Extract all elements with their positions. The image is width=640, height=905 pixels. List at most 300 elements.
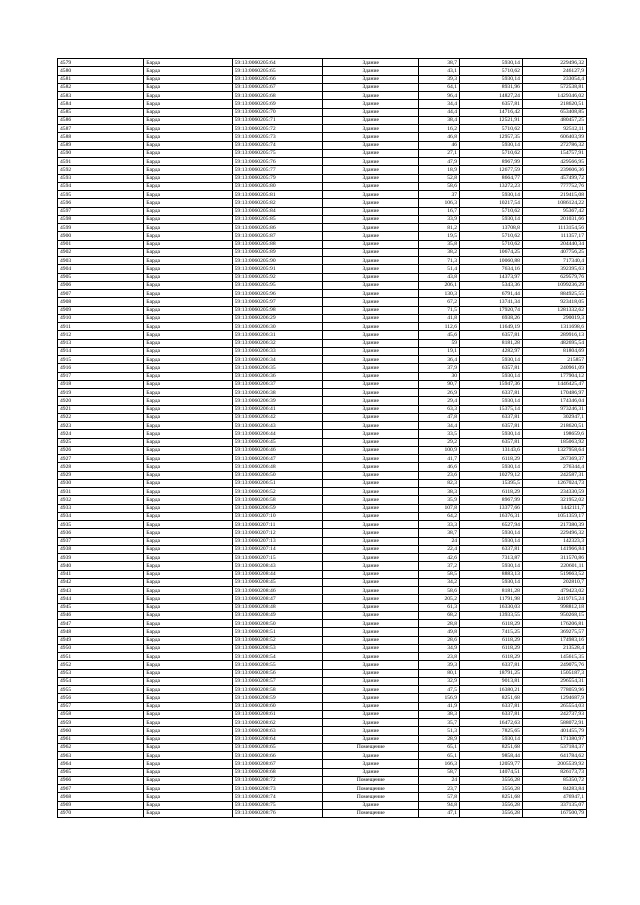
settlement-cell: Барда [144, 512, 232, 520]
rate-cell: 7415,25 [460, 628, 523, 636]
cadastral-value-cell: 290019,3 [522, 314, 586, 322]
cadastral-number-cell: 59:13:0060206:51 [232, 479, 322, 487]
rate-cell: 13143,6 [460, 446, 523, 454]
cadastral-value-cell: 392395,63 [522, 265, 586, 273]
cadastral-value-cell: 2005539,92 [522, 760, 586, 768]
area-cell: 51,4 [419, 265, 460, 273]
cadastral-number-cell: 59:13:0060205:70 [232, 108, 322, 116]
cadastral-number-cell: 59:13:0060205:91 [232, 265, 322, 273]
rate-cell: 8181,28 [460, 339, 523, 347]
cadastral-number-cell: 59:13:0060208:56 [232, 669, 322, 677]
row-number-cell: 4969 [58, 801, 144, 809]
settlement-cell: Барда [144, 620, 232, 628]
cadastral-number-cell: 59:13:0060205:69 [232, 100, 322, 108]
object-type-cell: Здание [322, 727, 418, 735]
row-number-cell: 4580 [58, 67, 144, 75]
row-number-cell: 4912 [58, 331, 144, 339]
area-cell: 16,7 [419, 207, 460, 215]
table-row [58, 116, 587, 124]
area-cell: 23,7 [419, 785, 460, 793]
area-cell: 16,2 [419, 125, 460, 133]
cadastral-number-cell: 59:13:0060205:73 [232, 133, 322, 141]
object-type-cell: Здание [322, 356, 418, 364]
rate-cell: 5710,62 [460, 207, 523, 215]
settlement-cell: Барда [144, 413, 232, 421]
settlement-cell: Барда [144, 595, 232, 603]
cadastral-value-cell: 174346,04 [522, 397, 586, 405]
settlement-cell: Барда [144, 735, 232, 743]
object-type-cell: Здание [322, 158, 418, 166]
cadastral-value-cell: 1442111,7 [522, 504, 586, 512]
area-cell: 206,1 [419, 281, 460, 289]
table-row [58, 496, 587, 504]
cadastral-number-cell: 59:13:0060208:72 [232, 776, 322, 784]
object-type-cell: Здание [322, 92, 418, 100]
object-type-cell: Здание [322, 570, 418, 578]
cadastral-value-cell: 884925,55 [522, 290, 586, 298]
rate-cell: 16376,31 [460, 512, 523, 520]
cadastral-value-cell: 84283,84 [522, 785, 586, 793]
row-number-cell: 4593 [58, 174, 144, 182]
cadastral-number-cell: 59:13:0060208:59 [232, 694, 322, 702]
row-number-cell: 4599 [58, 224, 144, 232]
settlement-cell: Барда [144, 67, 232, 75]
cadastral-value-cell: 588072,91 [522, 719, 586, 727]
cadastral-number-cell: 59:13:0060207:11 [232, 521, 322, 529]
object-type-cell: Здание [322, 760, 418, 768]
row-number-cell: 4911 [58, 323, 144, 331]
cadastral-number-cell: 59:13:0060207:15 [232, 554, 322, 562]
row-number-cell: 4909 [58, 306, 144, 314]
cadastral-number-cell: 59:13:0060206:50 [232, 471, 322, 479]
area-cell: 38,7 [419, 59, 460, 67]
object-type-cell: Помещение [322, 785, 418, 793]
object-type-cell: Здание [322, 422, 418, 430]
cadastral-number-cell: 59:13:0060208:58 [232, 686, 322, 694]
rate-cell: 8181,28 [460, 587, 523, 595]
cadastral-number-cell: 59:13:0060208:52 [232, 636, 322, 644]
area-cell: 65,1 [419, 752, 460, 760]
settlement-cell: Барда [144, 644, 232, 652]
cadastral-number-cell: 59:13:0060208:61 [232, 710, 322, 718]
object-type-cell: Здание [322, 240, 418, 248]
cadastral-number-cell: 59:13:0060208:64 [232, 735, 322, 743]
row-number-cell: 4929 [58, 471, 144, 479]
area-cell: 37 [419, 191, 460, 199]
cadastral-number-cell: 59:13:0060207:13 [232, 537, 322, 545]
rate-cell: 8664,77 [460, 174, 523, 182]
cadastral-number-cell: 59:13:0060205:77 [232, 166, 322, 174]
cadastral-value-cell: 95367,42 [522, 207, 586, 215]
rate-cell: 3556,28 [460, 776, 523, 784]
row-number-cell: 4940 [58, 562, 144, 570]
area-cell: 18,9 [419, 166, 460, 174]
rate-cell: 8931,96 [460, 83, 523, 91]
table-row [58, 727, 587, 735]
rate-cell: 6337,81 [460, 661, 523, 669]
row-number-cell: 4942 [58, 578, 144, 586]
table-row [58, 529, 587, 537]
cadastral-value-cell: 1281332,62 [522, 306, 586, 314]
area-cell: 35,8 [419, 240, 460, 248]
cadastral-number-cell: 59:13:0060206:43 [232, 422, 322, 430]
rate-cell: 15947,36 [460, 380, 523, 388]
area-cell: 58,5 [419, 570, 460, 578]
area-cell: 80,1 [419, 669, 460, 677]
settlement-cell: Барда [144, 372, 232, 380]
rate-cell: 12059,77 [460, 760, 523, 768]
cadastral-number-cell: 59:13:0060205:81 [232, 191, 322, 199]
cadastral-value-cell: 174983,16 [522, 636, 586, 644]
settlement-cell: Барда [144, 793, 232, 801]
cadastral-value-cell: 717340,4 [522, 257, 586, 265]
area-cell: 166,3 [419, 760, 460, 768]
rate-cell: 6337,81 [460, 413, 523, 421]
rate-cell: 6357,81 [460, 438, 523, 446]
cadastral-number-cell: 59:13:0060206:36 [232, 372, 322, 380]
object-type-cell: Здание [322, 578, 418, 586]
object-type-cell: Здание [322, 67, 418, 75]
table-row [58, 661, 587, 669]
cadastral-number-cell: 59:13:0060207:12 [232, 529, 322, 537]
area-cell: 33,5 [419, 430, 460, 438]
settlement-cell: Барда [144, 727, 232, 735]
rate-cell: 10674,25 [460, 248, 523, 256]
object-type-cell: Здание [322, 620, 418, 628]
settlement-cell: Барда [144, 521, 232, 529]
cadastral-number-cell: 59:13:0060205:71 [232, 116, 322, 124]
cadastral-value-cell: 249075,76 [522, 661, 586, 669]
object-type-cell: Здание [322, 191, 418, 199]
cadastral-number-cell: 59:13:0060207:14 [232, 545, 322, 553]
rate-cell: 6527,94 [460, 521, 523, 529]
area-cell: 19,5 [419, 232, 460, 240]
row-number-cell: 4901 [58, 240, 144, 248]
cadastral-number-cell: 59:13:0060206:47 [232, 455, 322, 463]
settlement-cell: Барда [144, 479, 232, 487]
rate-cell: 5930,14 [460, 191, 523, 199]
settlement-cell: Барда [144, 554, 232, 562]
area-cell: 41,8 [419, 314, 460, 322]
rate-cell: 5930,14 [460, 537, 523, 545]
cadastral-number-cell: 59:13:0060208:74 [232, 793, 322, 801]
cadastral-value-cell: 973246,31 [522, 405, 586, 413]
table-row [58, 809, 587, 817]
area-cell: 24 [419, 776, 460, 784]
row-number-cell: 4921 [58, 405, 144, 413]
table-row [58, 265, 587, 273]
area-cell: 52,8 [419, 174, 460, 182]
object-type-cell: Здание [322, 669, 418, 677]
settlement-cell: Барда [144, 174, 232, 182]
cadastral-number-cell: 59:13:0060205:68 [232, 92, 322, 100]
object-type-cell: Здание [322, 455, 418, 463]
object-type-cell: Здание [322, 298, 418, 306]
table-row [58, 686, 587, 694]
table-row [58, 611, 587, 619]
row-number-cell: 4592 [58, 166, 144, 174]
cadastral-value-cell: 218620,51 [522, 100, 586, 108]
rate-cell: 12521,91 [460, 116, 523, 124]
table-row [58, 760, 587, 768]
cadastral-value-cell: 1099236,29 [522, 281, 586, 289]
row-number-cell: 4944 [58, 595, 144, 603]
row-number-cell: 4918 [58, 380, 144, 388]
object-type-cell: Здание [322, 603, 418, 611]
area-cell: 23,6 [419, 471, 460, 479]
settlement-cell: Барда [144, 504, 232, 512]
settlement-cell: Барда [144, 653, 232, 661]
row-number-cell: 4934 [58, 512, 144, 520]
object-type-cell: Здание [322, 265, 418, 273]
area-cell: 42,6 [419, 554, 460, 562]
object-type-cell: Здание [322, 75, 418, 83]
row-number-cell: 4938 [58, 545, 144, 553]
object-type-cell: Здание [322, 587, 418, 595]
settlement-cell: Барда [144, 298, 232, 306]
cadastral-value-cell: 482695,54 [522, 339, 586, 347]
cadastral-number-cell: 59:13:0060205:76 [232, 158, 322, 166]
cadastral-number-cell: 59:13:0060205:88 [232, 240, 322, 248]
cadastral-number-cell: 59:13:0060208:65 [232, 743, 322, 751]
cadastral-number-cell: 59:13:0060206:52 [232, 488, 322, 496]
row-number-cell: 4905 [58, 273, 144, 281]
area-cell: 68,2 [419, 611, 460, 619]
area-cell: 22,4 [419, 545, 460, 553]
area-cell: 29,2 [419, 438, 460, 446]
cadastral-number-cell: 59:13:0060208:49 [232, 611, 322, 619]
settlement-cell: Барда [144, 314, 232, 322]
object-type-cell: Здание [322, 149, 418, 157]
cadastral-number-cell: 59:13:0060206:58 [232, 496, 322, 504]
object-type-cell: Здание [322, 347, 418, 355]
object-type-cell: Здание [322, 281, 418, 289]
settlement-cell: Барда [144, 257, 232, 265]
cadastral-number-cell: 59:13:0060206:42 [232, 413, 322, 421]
cadastral-value-cell: 778059,96 [522, 686, 586, 694]
object-type-cell: Здание [322, 306, 418, 314]
rate-cell: 13377,66 [460, 504, 523, 512]
table-row [58, 133, 587, 141]
cadastral-value-cell: 2419715,24 [522, 595, 586, 603]
rate-cell: 16472,63 [460, 719, 523, 727]
cadastral-value-cell: 220601,11 [522, 562, 586, 570]
row-number-cell: 4598 [58, 215, 144, 223]
table-row [58, 463, 587, 471]
object-type-cell: Здание [322, 389, 418, 397]
rate-cell: 6357,81 [460, 422, 523, 430]
cadastral-value-cell: 476947,1 [522, 793, 586, 801]
cadastral-number-cell: 59:13:0060205:85 [232, 215, 322, 223]
cadastral-number-cell: 59:13:0060206:46 [232, 446, 322, 454]
cadastral-number-cell: 59:13:0060208:62 [232, 719, 322, 727]
cadastral-number-cell: 59:13:0060206:34 [232, 356, 322, 364]
table-row [58, 314, 587, 322]
table-row [58, 504, 587, 512]
settlement-cell: Барда [144, 306, 232, 314]
object-type-cell: Помещение [322, 743, 418, 751]
row-number-cell: 4926 [58, 446, 144, 454]
cadastral-value-cell: 1086124,22 [522, 199, 586, 207]
rate-cell: 6337,81 [460, 389, 523, 397]
table-row [58, 702, 587, 710]
rate-cell: 8251,68 [460, 694, 523, 702]
table-row [58, 537, 587, 545]
rate-cell: 12677,59 [460, 166, 523, 174]
cadastral-value-cell: 641784,62 [522, 752, 586, 760]
settlement-cell: Барда [144, 100, 232, 108]
table-row [58, 570, 587, 578]
settlement-cell: Барда [144, 661, 232, 669]
rate-cell: 16380,21 [460, 686, 523, 694]
cadastral-value-cell: 923418,05 [522, 298, 586, 306]
settlement-cell: Барда [144, 92, 232, 100]
area-cell: 67,2 [419, 298, 460, 306]
area-cell: 47,1 [419, 809, 460, 817]
cadastral-value-cell: 272786,32 [522, 141, 586, 149]
row-number-cell: 4951 [58, 653, 144, 661]
table-row [58, 776, 587, 784]
table-row [58, 125, 587, 133]
row-number-cell: 4961 [58, 735, 144, 743]
area-cell: 32,9 [419, 677, 460, 685]
cadastral-value-cell: 142323,3 [522, 537, 586, 545]
cadastral-number-cell: 59:13:0060208:73 [232, 785, 322, 793]
cadastral-number-cell: 59:13:0060205:87 [232, 232, 322, 240]
cadastral-number-cell: 59:13:0060208:68 [232, 768, 322, 776]
cadastral-number-cell: 59:13:0060206:41 [232, 405, 322, 413]
cadastral-value-cell: 229496,32 [522, 529, 586, 537]
rate-cell: 17920,74 [460, 306, 523, 314]
object-type-cell: Здание [322, 83, 418, 91]
cadastral-number-cell: 59:13:0060208:50 [232, 620, 322, 628]
cadastral-value-cell: 1267024,73 [522, 479, 586, 487]
area-cell: 57,8 [419, 793, 460, 801]
settlement-cell: Барда [144, 182, 232, 190]
settlement-cell: Барда [144, 438, 232, 446]
object-type-cell: Здание [322, 100, 418, 108]
row-number-cell: 4949 [58, 636, 144, 644]
settlement-cell: Барда [144, 562, 232, 570]
row-number-cell: 4587 [58, 125, 144, 133]
rate-cell: 9013,81 [460, 677, 523, 685]
area-cell: 37,2 [419, 562, 460, 570]
area-cell: 58,6 [419, 587, 460, 595]
table-row [58, 215, 587, 223]
row-number-cell: 4591 [58, 158, 144, 166]
area-cell: 38,4 [419, 116, 460, 124]
cadastral-value-cell: 242587,31 [522, 471, 586, 479]
cadastral-number-cell: 59:13:0060208:57 [232, 677, 322, 685]
cadastral-value-cell: 141966,84 [522, 545, 586, 553]
rate-cell: 6118,29 [460, 636, 523, 644]
rate-cell: 5930,14 [460, 430, 523, 438]
settlement-cell: Барда [144, 686, 232, 694]
settlement-cell: Барда [144, 611, 232, 619]
cadastral-number-cell: 59:13:0060206:35 [232, 364, 322, 372]
cadastral-number-cell: 59:13:0060208:54 [232, 653, 322, 661]
object-type-cell: Здание [322, 166, 418, 174]
cadastral-number-cell: 59:13:0060205:66 [232, 75, 322, 83]
rate-cell: 5930,14 [460, 735, 523, 743]
area-cell: 46 [419, 141, 460, 149]
object-type-cell: Здание [322, 488, 418, 496]
row-number-cell: 4589 [58, 141, 144, 149]
cadastral-value-cell: 177904,12 [522, 372, 586, 380]
area-cell: 39,3 [419, 661, 460, 669]
cadastral-value-cell: 289916,13 [522, 331, 586, 339]
rate-cell: 6118,29 [460, 488, 523, 496]
table-row [58, 587, 587, 595]
row-number-cell: 4968 [58, 793, 144, 801]
cadastral-value-cell: 369275,57 [522, 628, 586, 636]
row-number-cell: 4954 [58, 677, 144, 685]
area-cell: 47,5 [419, 686, 460, 694]
area-cell: 43,1 [419, 67, 460, 75]
cadastral-number-cell: 59:13:0060205:82 [232, 199, 322, 207]
settlement-cell: Барда [144, 570, 232, 578]
table-row [58, 719, 587, 727]
cadastral-number-cell: 59:13:0060206:39 [232, 397, 322, 405]
area-cell: 63,3 [419, 405, 460, 413]
table-row [58, 174, 587, 182]
area-cell: 38,3 [419, 710, 460, 718]
rate-cell: 14716,42 [460, 108, 523, 116]
rate-cell: 4282,97 [460, 347, 523, 355]
rate-cell: 15375,14 [460, 405, 523, 413]
table-row [58, 735, 587, 743]
table-row [58, 603, 587, 611]
cadastral-value-cell: 1429346,02 [522, 92, 586, 100]
cadastral-number-cell: 59:13:0060205:92 [232, 273, 322, 281]
settlement-cell: Барда [144, 323, 232, 331]
cadastral-value-cell: 85350,72 [522, 776, 586, 784]
rate-cell: 5930,14 [460, 59, 523, 67]
row-number-cell: 4585 [58, 108, 144, 116]
object-type-cell: Здание [322, 331, 418, 339]
object-type-cell: Здание [322, 339, 418, 347]
row-number-cell: 4582 [58, 83, 144, 91]
rate-cell: 14373,97 [460, 273, 523, 281]
table-row [58, 224, 587, 232]
row-number-cell: 4959 [58, 719, 144, 727]
cadastral-number-cell: 59:13:0060208:51 [232, 628, 322, 636]
area-cell: 106,3 [419, 199, 460, 207]
settlement-cell: Барда [144, 545, 232, 553]
cadastral-value-cell: 480457,25 [522, 116, 586, 124]
object-type-cell: Здание [322, 611, 418, 619]
row-number-cell: 4932 [58, 496, 144, 504]
object-type-cell: Здание [322, 471, 418, 479]
object-type-cell: Здание [322, 735, 418, 743]
object-type-cell: Здание [322, 710, 418, 718]
cadastral-value-cell: 950268,15 [522, 611, 586, 619]
rate-cell: 14827,24 [460, 92, 523, 100]
area-cell: 37,9 [419, 364, 460, 372]
rate-cell: 12957,35 [460, 133, 523, 141]
object-type-cell: Здание [322, 248, 418, 256]
area-cell: 64,1 [419, 83, 460, 91]
cadastral-value-cell: 204440,34 [522, 240, 586, 248]
table-row [58, 389, 587, 397]
row-number-cell: 4590 [58, 149, 144, 157]
cadastral-number-cell: 59:13:0060206:33 [232, 347, 322, 355]
settlement-cell: Барда [144, 331, 232, 339]
rate-cell: 6118,29 [460, 644, 523, 652]
table-row [58, 488, 587, 496]
settlement-cell: Барда [144, 809, 232, 817]
cadastral-number-cell: 59:13:0060208:63 [232, 727, 322, 735]
